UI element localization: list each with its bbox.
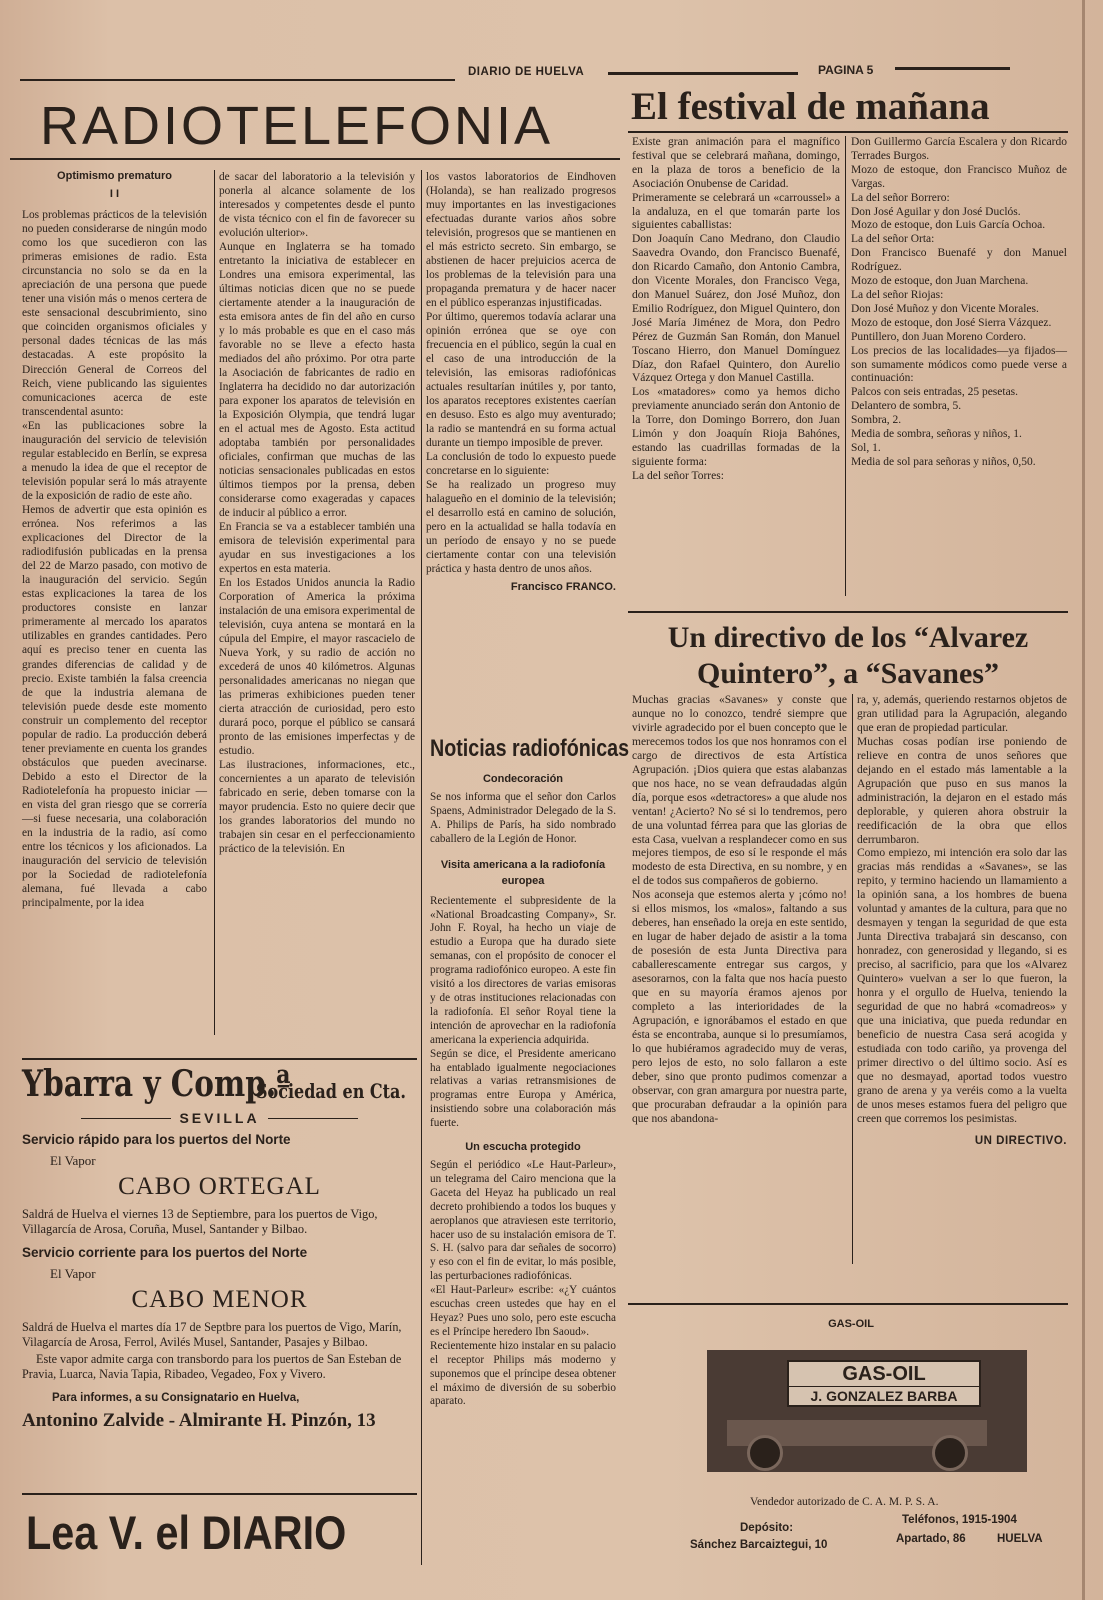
radiotelefonia-col1-text: Los problemas prácticos de la televisión no pueden considerarse de ningún modo como los que sucedieron con las primeras emisiones de radio. Esta circunstancia no solo se da en la apreciación de una persona que puede tener una visión más o menos certera de este sensacional descubrimiento, sino que coinciden organismos oficiales y personal dades técnicas de las más destacadas. A este propósito la Dirección General de Correos del Reich, viene publicando las siguientes comunicaciones acerca de este transcendental asunto: «En las publicaciones sobre la inauguración del servicio de televisión regular establecido en Berlín, se expresa a menudo la idea de que el receptor de televisión popular será lo más atrayente de la exposición de radio de este año. Hemos de advertir que esta opinión es errónea. Nos referimos a las explicaciones del Director de la radiodifusión publicadas en la prensa del 22 de Marzo pasado, con motivo de la inauguración del servicio. Según estas explicaciones la tarea de los productores consiste en lanzar primeramente al mercado los aparatos utilizables en grandes cantidades. Pero aquí es preciso tener en cuenta las grandes diferencias de calidad y de precio. Existe también la falsa creencia de que la industria alemana de televisión puede desde este momento construir un complemento del receptor popular de radio. La producción deberá tener previamente en cuenta los grandes obstáculos que pueden avecinarse. Debido a esto el Director de la Radiotelefonía ha propuesto iniciar — en vista del gran riesgo que se correría—si fuese necesaria, una colaboración en la industria de la radio, así como entre los técnicos y los aficionados. La inauguración del servicio de televisión por la Sociedad de radiotelefonía alemana, fué llevada a cabo principalmente, por la idea — [22, 209, 207, 910]
festival-col1-text: Existe gran animación para el magnífico festival que se celebrará mañana, domingo, en la plaza de toros a beneficio de la Asociación Onubense de Caridad. Primeramente se celebrará un «carroussel» a la andaluza, en el que tomarán parte los siguientes caballistas: Don Joaquín Cano Medrano, don Claudio Saavedra Ovando, don Francisco Buenafé, don Ricardo Camaño, don Antonio Cambra, don Vicente Morales, don Francisco Vega, don Manuel Suárez, don José Muñoz, don Emilio Rodríguez, don Miguel Quintero, don José María Jiménez de Mora, don Pedro Pérez de Guzmán San Román, don Manuel Toscano Hierro, don Manuel Domínguez Díaz, don Rafael Quintero, don Aurelio Vázquez Ortega y don Manuel Castilla. Los «matadores» como ya hemos dicho previamente anunciado serán don Antonio de la Torre, don Domingo Borrero, don Juan Limón y don Joaquín Rioja Bahónes, estando las cuadrillas formadas de la siguiente forma: La del señor Torres: — [632, 136, 840, 482]
truck-sign — [787, 1360, 981, 1407]
festival-column-2 — [851, 136, 1067, 470]
gasoil-heading: GAS-OIL — [828, 1318, 874, 1330]
page-edge — [1082, 0, 1085, 1600]
ybarra-vapor-1: El Vapor — [50, 1153, 96, 1168]
masthead-rule-left — [20, 79, 455, 81]
radiotelefonia-column-3 — [426, 170, 616, 593]
festival-bottom-rule — [628, 611, 1068, 613]
ybarra-service-1: Servicio rápido para los puertos del Norte — [22, 1132, 291, 1147]
gasoil-vendor: Vendedor autorizado de C. A. M. P. S. A. — [750, 1496, 939, 1508]
ad-top-rule — [22, 1058, 417, 1060]
ybarra-city: SEVILLA — [179, 1110, 260, 1126]
gasoil-truck-image — [707, 1350, 1027, 1472]
ybarra-ship-2: CABO MENOR — [131, 1286, 308, 1313]
column-divider — [852, 694, 853, 1264]
noticias-subhead-condecoracion: Condecoración — [482, 773, 564, 785]
gasoil-top-rule — [628, 1303, 1068, 1305]
masthead-paper-name: DIARIO DE HUELVA — [468, 66, 585, 78]
lea-el-diario-slogan: Lea V. el DIARIO — [26, 1506, 347, 1559]
noticias-text-1: Se nos informa que el señor don Carlos Spaens, Administrador Delegado de la S. A. Philips de París, ha sido nombrado caballero de la Legión de Honor. — [430, 791, 616, 845]
radiotelefonia-subhead: Optimismo prematuro — [57, 170, 172, 182]
ybarra-advertisement — [22, 1062, 417, 1432]
masthead-page-number: PAGINA 5 — [818, 63, 874, 77]
noticias-text-3: Según el periódico «Le Haut-Parleur», un telegrama del Cairo menciona que la Gaceta del Heyaz ha publicado un real decreto prohibiendo a todos los buques y aeroplanos que atraviesen este territorio, hacer uso de su instalación emisora de T. S. H. (salvo para dar señales de socorro) y eso con el fin de evitar, lo más posible, las perturbaciones radiofónicas. «El Haut-Parleur» escribe: «¿Y cuántos escuchas creen ustedes que hay en el Heyaz? Pues uno solo, pero este escucha es el Príncipe heredero Ibn Saoud». Recientemente hizo instalar en su palacio el receptor Philips más moderno y suponemos que el príncipe desea obtener el máximo de diversión de su soberbio aparato. — [430, 1159, 616, 1408]
truck-wheel-front — [747, 1435, 783, 1471]
masthead-rule-right — [895, 67, 1010, 70]
ybarra-company-name: Ybarra y Comp.ª — [22, 1063, 291, 1105]
noticias-text-2: Recientemente el subpresidente de la «National Broadcasting Company», Sr. John F. Royal, ha hecho un viaje de estudio a Europa que ha durado siete semanas, con el propósito de conocer el programa radiofónico europeo. A este fin visitó a los directores de varias emisoras y de otras instituciones relacionadas con la radiofonía. El señor Royal tiene la intención de aprovechar en la radiofonía americana la experiencia adquirida. Según se dice, el Presidente americano ha entablado igualmente negociaciones relativas a varias retransmisiones de programas entre Europa y América, insistiendo sobre una colaboración más fuerte. — [430, 894, 616, 1130]
ybarra-service-2: Servicio corriente para los puertos del Norte — [22, 1245, 308, 1260]
gasoil-telefonos: Teléfonos, 1915-1904 — [902, 1514, 1017, 1526]
ybarra-ship-1: CABO ORTEGAL — [118, 1173, 321, 1200]
city-rule-right — [268, 1118, 358, 1119]
noticias-subhead-escucha: Un escucha protegido — [465, 1141, 581, 1154]
radiotelefonia-col2-text: de sacar del laboratorio a la televisión y ponerla al alcance solamente de los interesados y competentes desde el punto de vista técnico con el fin de favorecer su evolución ulterior». Aunque en Inglaterra se ha tomado entretanto la iniciativa de establecer en Londres una emisora experimental, las últimas noticias dicen que no se puede ciertamente atender a la inauguración de esta emisora antes de fin del año en curso y lo más probable es que en el caso más favorable no se lleve a efecto hasta mediados del año próximo. Por otra parte la Asociación de fabricantes de radio en Inglaterra ha decidido no dar autorización para exponer los aparatos de televisión en la Exposición Olympia, que tendrá lugar en el actual mes de Agosto. Esta actitud adoptaba también por personalidades oficiales, confirman que muchas de las noticias sensacionales publicadas en estos últimos tiempos por la prensa, deben considerarse como exageradas y capaces de inducir al público a error. En Francia se va a establecer también una emisora de televisión experimental para ayudar en sus investigaciones a los expertos en esta materia. En los Estados Unidos anuncia la Radio Corporation of America la próxima instalación de una emisora experimental de televisión, cuya antena se montará en la cúpula del Empire, el mayor rascacielo de Nueva York, y su radio de acción no excederá de unos 40 kilómetros. Algunas personalidades americanas no niegan que las primeras exhibiciones pueden tener cierta atracción de curiosidad, pero esto durará poco, porque el público se cansará pronto de las emisiones imperfectas y de estudio. Las ilustraciones, informaciones, etc., concernientes a un aparato de televisión fabricado en serie, deben tomarse con la mayor prudencia. Esto no quiere decir que los grandes laboratorios del mundo no trabajen sin cesar en el perfeccionamiento práctico de la televisión. En — [219, 171, 415, 855]
truck-sign-name: J. GONZALEZ BARBA — [789, 1386, 979, 1405]
directivo-column-1 — [632, 694, 847, 1127]
column-divider — [214, 170, 215, 1035]
directivo-headline: Un directivo de los “Alvarez Quintero”, a “Savanes” — [667, 621, 1029, 690]
column-divider — [421, 170, 422, 1565]
masthead-rule-mid — [608, 72, 798, 75]
noticias-column — [430, 773, 616, 1409]
radiotelefonia-column-1 — [22, 170, 207, 910]
gasoil-deposito-address: Sánchez Barcaiztegui, 10 — [690, 1539, 828, 1551]
ybarra-company-type: Sociedad en Cta. — [256, 1079, 406, 1103]
truck-wheel-rear — [932, 1435, 968, 1471]
gasoil-city: HUELVA — [997, 1533, 1043, 1545]
truck-sign-gasoil: GAS-OIL — [842, 1363, 926, 1385]
ybarra-ship-2-details: Saldrá de Huelva el martes día 17 de Septbre para los puertos de Vigo, Marín, Vilagarcía de Arosa, Ferrol, Avilés Musel, Santander, Pasajes y Bilbao. — [22, 1320, 402, 1349]
gasoil-apartado: Apartado, 86 — [896, 1533, 966, 1545]
radiotelefonia-subhead-numeral: I I — [109, 188, 120, 200]
ybarra-cargo-details: Este vapor admite carga con transbordo para los puertos de San Esteban de Pravia, Luarca, Navia Tapia, Ribadeo, Vegadeo, Fox y Vivero. — [22, 1352, 402, 1381]
directivo-col1-text: Muchas gracias «Savanes» y conste que aunque no lo conozco, tendré siempre que vivirle agradecido por el buen concepto que le merecemos todos los que nos honramos con el cargo de directivos de esta Artística Agrupación. ¡Dios quiera que estas alabanzas que nos hace, no se vean defraudadas algún día, porque esos «detractores» a que alude nos ventan! ¿Acierto? No sé si lo tendremos, pero de una voluntad férrea para que las glorias de esta Casa, vuelvan a resplandecer como en sus mejores tiempos, de eso sí le responde el más modesto de esta Directiva, en su nombre, y en el de todos sus compañeros de gobierno. Nos aconseja que estemos alerta y ¡cómo no! si ellos mismos, los «malos», faltando a sus deberes, han enseñado la oreja en este sentido, en lugar de haber dejado de asistir a la toma de posesión de esta Junta Directiva para caballerescamente entregar sus cargos, y asesorarnos, con la falta que nos hacía puesto que en su mayoría éramos ajenos por completo a las interioridades de la Agrupación, e ignorábamos el estado en que ésta se encontraba, aunque si lo presumíamos, lo que hubiéramos agradecido muy de veras, pero lejos de esto, no solo fallaron a este deber, sino que pronto pudimos comenzar a observar, con gran amargura por nuestra parte, que procuraban defraudar a la opinión para que nos abandona- — [632, 694, 847, 1125]
ybarra-info: Para informes, a su Consignatario en Huelva, — [52, 1392, 300, 1404]
ybarra-vapor-2: El Vapor — [50, 1266, 96, 1281]
ybarra-ship-1-details: Saldrá de Huelva el viernes 13 de Septiembre, para los puertos de Vigo, Villagarcía de Arosa, Coruña, Musel, Santander y Bilbao. — [22, 1207, 378, 1236]
radiotelefonia-signature: Francisco FRANCO. — [510, 581, 616, 593]
radiotelefonia-headline-rule — [10, 158, 620, 160]
directivo-col2-text: ra, y, además, queriendo restarnos objetos de gran utilidad para la Agrupación, alegando que eran de propiedad particular. Muchas cosas podían irse poniendo de relieve en contra de unos señores que dejando en el estado más lamentable a la Agrupación que puso en sus manos la administración, la dejaron en el estado más deplorable, y quieren ahora obstruir la reedificación de la obra que ellos derrumbaron. Como empiezo, mi intención era solo dar las gracias más rendidas a «Savanes», se las repito, y termino haciendo un llamamiento a la opinión sana, a los hombres de buena voluntad y amantes de la cultura, para que no desmayen y tengan la seguridad de que esta Junta Directiva trabajará sin descanso, con honradez, con generosidad y llegando, si es preciso, al sacrificio, para que los «Alvarez Quintero» vuelvan a ser lo que fueron, la honra y el orgullo de Huelva, teniendo la seguridad de que no habrá «comadreos» y que una iniciativa, que pueda redundar en beneficio de nuestra Casa será acogida y estudiada con todo cariño, ya provenga del primer directivo o del último socio. Así es que no desmayad, aportad todos vuestro grano de arena y ya veréis como a la vuelta de unos meses estamos fuera del peligro que creen que corremos los pesimistas. — [857, 694, 1067, 1125]
directivo-signature: UN DIRECTIVO. — [974, 1134, 1067, 1147]
festival-headline-rule — [628, 131, 1068, 133]
radiotelefonia-column-2 — [219, 170, 415, 856]
festival-col2-text: Don Guillermo García Escalera y don Ricardo Terrades Burgos. Mozo de estoque, don Francisco Muñoz de Vargas. La del señor Borrero: Don José Aguilar y don José Duclós. Mozo de estoque, don Luis García Ochoa. La del señor Orta: Don Francisco Buenafé y don Manuel Rodríguez. Mozo de estoque, don Juan Marchena. La del señor Riojas: Don José Muñoz y don Vicente Morales. Mozo de estoque, don José Sierra Vázquez. Puntillero, don Juan Moreno Cordero. Los precios de las localidades—ya fijados—son sumamente módicos como puede verse a continuación: Palcos con seis entradas, 25 pesetas. Delantero de sombra, 5. Sombra, 2. Media de sombra, señoras y niños, 1. Sol, 1. Media de sol para señoras y niños, 0,50. — [851, 136, 1067, 468]
festival-headline: El festival de mañana — [631, 85, 990, 128]
noticias-radiofonicas-headline: Noticias radiofónicas — [430, 735, 630, 762]
radiotelefonia-headline: RADIOTELEFONIA — [40, 96, 554, 156]
directivo-column-2 — [857, 694, 1067, 1147]
radiotelefonia-col3-text: los vastos laboratorios de Eindhoven (Holanda), se han realizado progresos muy importantes en las investigaciones efectuadas durante varios años sobre televisión, progresos que se mantienen en el más estricto secreto. Sin embargo, se abstienen de hacer prejuicios acerca de los problemas de la televisión para una propaganda prematura y de hacer nacer en el público esperanzas injustificadas. Por último, queremos todavía aclarar una opinión errónea que se oye con frecuencia en el público, según la cual en el caso de una introducción de la televisión, las emisoras radiofónicas actuales resultarían inútiles y, por tanto, los aparatos receptores existentes caerían en desuso. Esto es algo muy aventurado; la radio se mantendrá en su forma actual durante un tiempo imposible de prever. La conclusión de todo lo expuesto puede concretarse en lo siguiente: Se ha realizado un progreso muy halagueño en el dominio de la televisión; el desarrollo está en camino de solución, pero en la actualidad se halla todavía en un período de ensayo y no se puede ciertamente contar con una televisión práctica y hasta dentro de unos años. — [426, 171, 616, 575]
gasoil-deposito-label: Depósito: — [740, 1522, 794, 1534]
festival-column-1 — [632, 136, 840, 484]
ybarra-agent: Antonino Zalvide - Almirante H. Pinzón, 13 — [22, 1410, 376, 1431]
column-divider — [845, 136, 846, 596]
ad-bottom-rule — [22, 1493, 417, 1495]
noticias-subhead-visita: Visita americana a la radiofonía europea — [440, 858, 606, 887]
city-rule-left — [81, 1118, 171, 1119]
